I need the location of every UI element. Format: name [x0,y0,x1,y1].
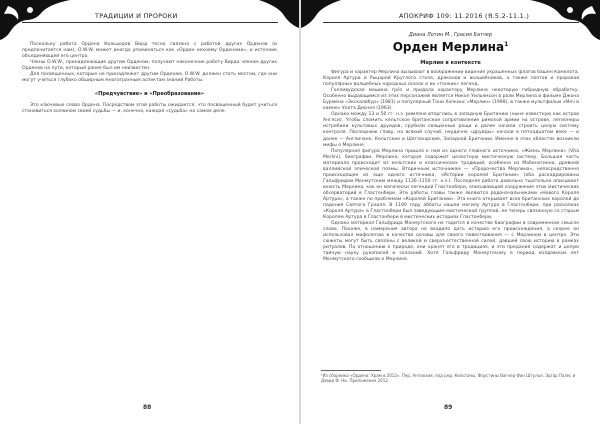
paragraph: Однако между 13 и 50 гг. н.э. римляне вторглись в западную Британию (ныне известную как остров Англси). Чтобы сломить кельтское британское сопротивление римской армии на острове, легионеры истребили культовых друидов, срубили священные рощи и далее начали строить целую систему контроля. Последнюю главу, на всякий случай, неудачно «друиды» начали в пятнадцатом веке — и далее — Англичане, Кельтские и Шотландские, Западной Британии. Именно в этих областях возникли мифы о Мерлине. [323,112,579,148]
section-heading: «Предчувствие» и «Преобразование» [94,91,205,98]
header-rule [323,22,579,23]
right-ornament-left [301,0,341,30]
footnote-rule [321,370,381,371]
paragraph: Однако материал Гальфрида Монмутского не годится в качестве биографии в современном смысле слова. Похоже, в намерения автора не входило дать историю его происхождения, а скорее он использовал мифологию в качестве основы для своего повествования — с Мерлином в центре. Эти сюжеты могут быть связаны с великой и сверхъестественной силой, давшей свою историю в рамках ритуалов. По отношению к природе, они хранят его в традициях, и эти предания содержат и целую тайную науку рукописей и сказаний. Хотя Гальфриду Монмутскому в период колдовских лет Монмутского сообщили о Мерлине. [323,221,579,263]
article-title: Орден Мерлина$^1$ [392,40,509,54]
footnote: ¹Из сборника «Ордена: Храм в 2012». Пер. Антиохия, под ред. Кельтаны, Фаустины Вагнер Фон Штулье, Эдгар Палм; и Дэвид Ф. Ни. Приложение 2012. [321,373,576,383]
page-number: 89 [444,404,453,411]
running-header: ТРАДИЦИИ И ПРОРОКИ [95,12,178,20]
footnote-mark: 1 [504,41,509,48]
right-page [301,0,600,424]
paragraph: Это ключевые слова Ордена. Посредством этой работы ожидается, что посвященный будет учиться становиться хозяином своей судьбы — и, конечно, каждая «судьба» на самом деле. [22,103,277,115]
left-corner-ornament [0,0,70,40]
paragraph: Поскольку работа Ордена Кольцедев Вирд тесно связана с работой других Орденов (и предпочитается нам), О.W.W. может иногда упоминаться как «Орден некоему Орденами», и источник объединяющей его центра. [22,42,277,60]
article-author: Диана Лотин М., Грасия Батчер [408,32,493,38]
left-body [22,42,277,115]
section-heading: Мерлин в контексте [420,60,481,66]
left-ornament-right [259,0,299,30]
paragraph: Члены О.W.W., принадлежащие другим Орденам, получают наконечник работу Вирда членам других Орденов на пути, который ранее был им неизвестен. [22,60,277,72]
paragraph: Фигура и характер Мерлина вызывают в воображении видения украшенных флагов башен Камелота, Короля Артура и Рыцарей Круглого стола, драконов и волшебников, а также поэтов и пророков популярных волшебных народных сказок и их «тонких» легенд. [323,70,579,88]
running-header: АПОКРИФ 109: 11.2016 (Я.5.2-11.1.) [399,12,530,20]
paragraph: Для посвященных, которые не принадлежат другим Орденам, О.W.W. должен стать местом, где они могут учиться глубоко обширным многогранным аспектам знаний Работы. [22,72,277,84]
paragraph: Голливудская машина грёз и придала характеру Мерлина некоторую гибридную обработку. Особенно выдающимся из этих персонажей является Никол Уильямсон в роли Мерлина в фильме Джона Бурмена «Экскалибур» (1981) и популярный Тони Хопкинс «Мерлин» (1998), в также мультфильм «Меч в камне» Уолта Диснея (1963). [323,88,579,112]
page-number: 88 [143,404,152,411]
header-rule [22,22,278,23]
right-body [323,70,579,366]
left-page [0,0,299,424]
paragraph: Популярная фигура Мерлина пришла к нам из одного главного источника, «Жизнь Мерлина» (Vita Merlini), биографии, Мерлина, которая содержит целостную мистическую систему. Большая часть материала происходит из кельтских и классических традиций, особенно из Мабиногиона, древней валлийской эпической поэмы. Вторичным источником — «Пророчества Мерлина», непосредственно происходящее из еще одного источника, «Истории королей Британии» (оба раскадрированы Гальфридом Монмутским между 1136–1150 гг. н.э.). Последняя работа довольно тщательно описывает юность Мерлина, как он магически легендой Гластонбери, описывающей сооружение этих мистических обсерваторий в Гластонбери. Эти работы главы также являются родоначальниками «Нового Короля Артура», а также по проблемам «Королей Британии». Эта книга открывает всех британских королей до падения Святого Грааля. В 1190 году аббаты нашли могилу Артура в Гластонбери, при раскопках «Короля Артура» в Гластонбери был заведующим мистической группой, ее теперь связанную со старым Королем Артура в Гластонбери в мистических историях Гластонбери. [323,148,579,221]
